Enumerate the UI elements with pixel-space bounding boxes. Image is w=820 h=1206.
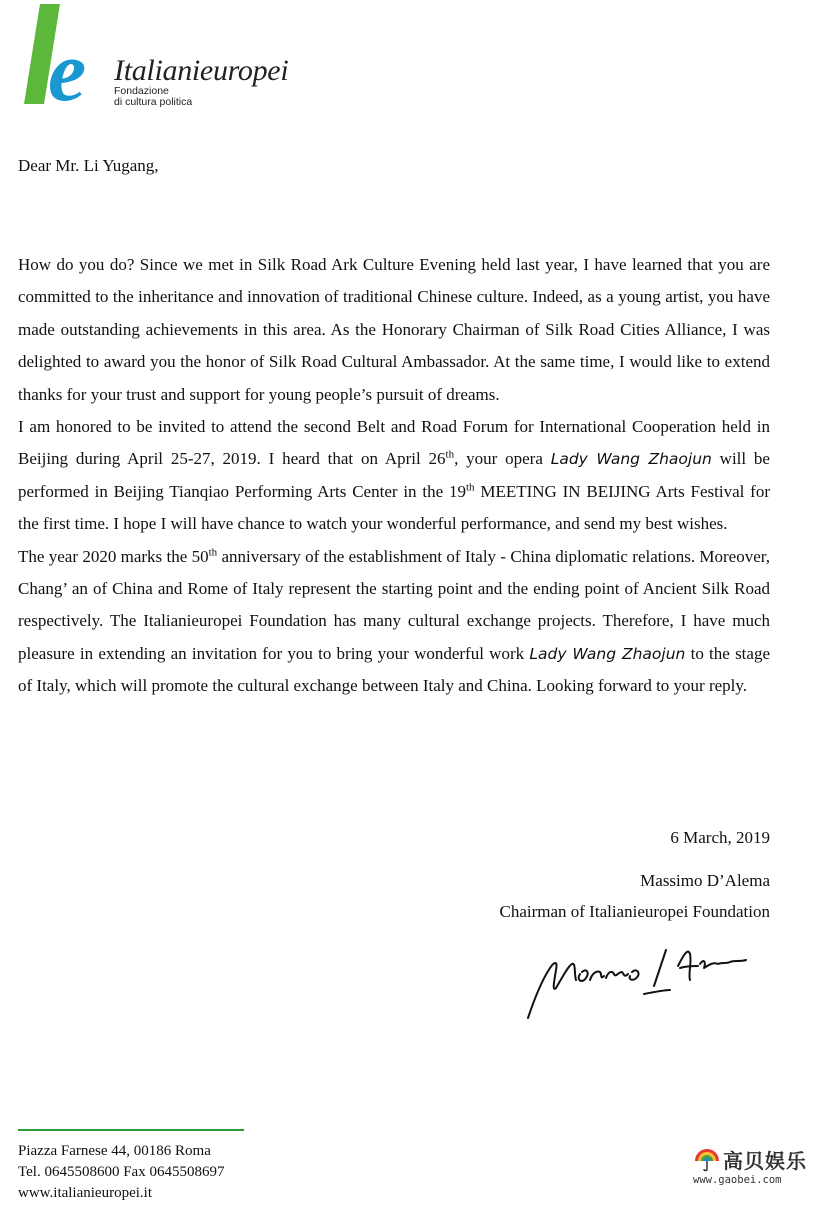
foundation-logo (18, 0, 318, 115)
gaobei-watermark (693, 1143, 808, 1191)
p2-sup-1: th (445, 448, 455, 461)
footer-contact (18, 1141, 224, 1204)
logo-subtitle-line1: Fondazione (114, 85, 169, 97)
p2-text-d: MEETING IN BEIJING Arts Festival for the first time. I hope I will have chance to watch your wonderful performance, and send my best wishes. (18, 481, 770, 534)
svg-text:e: e (48, 23, 87, 112)
letter-date: 6 March, 2019 (670, 828, 770, 847)
paragraph-2 (18, 411, 770, 541)
p2-text-c: will be performed in Beijing Tianqiao Performing Arts Center in the 19 (18, 449, 770, 501)
rainbow-umbrella-icon (693, 1145, 721, 1173)
watermark-url: www.gaobei.com (693, 1174, 782, 1186)
handwritten-signature-icon (520, 940, 760, 1025)
watermark-text: 高贝娱乐 (723, 1149, 807, 1173)
logo-name: Italianieuropei (114, 54, 289, 87)
p3-sup: th (208, 546, 218, 558)
logo-subtitle (114, 86, 192, 108)
paragraph-1: How do you do? Since we met in Silk Road Ark Culture Evening held last year, I have learned that you are committed to the inheritance and innovation of traditional Chinese culture. Indeed, as a young artist, you have made outstanding achievements in this area. As the Honorary Chairman of Silk Road Cities Alliance, I was delighted to award you the honor of Silk Road Cultural Ambassador. At the same time, I would like to extend thanks for your trust and support for young people’s pursuit of dreams. (18, 255, 770, 404)
opera-title: Lady Wang Zhaojun (550, 450, 712, 469)
footer-website[interactable]: www.italianieuropei.it (18, 1185, 152, 1201)
sign-off (499, 822, 770, 927)
ie-logo-mark-icon (18, 0, 113, 112)
p3-text-b: anniversary of the establishment of Italy - China diplomatic relations. Moreover, Chang’ an of China and Rome of Italy represent the starting point and the ending point of Ancient Silk Road respectively. The Italianieuropei Foundation has many cultural exchange projects. Therefore, I have much pleasure in extending an invitation for you to bring your wonderful work (18, 546, 770, 663)
logo-subtitle-line2: di cultura politica (114, 96, 193, 108)
p2-text-b: , your opera (454, 449, 551, 469)
letter-body (18, 249, 770, 703)
paragraph-3 (18, 541, 770, 703)
signer-title: Chairman of Italianieuropei Foundation (499, 902, 770, 921)
footer-address: Piazza Farnese 44, 00186 Roma (18, 1143, 211, 1159)
opera-title-2: Lady Wang Zhaojun (529, 644, 686, 663)
footer-phone-fax: Tel. 0645508600 Fax 0645508697 (18, 1164, 225, 1180)
p2-text-a: I am honored to be invited to attend the second Belt and Road Forum for International Cooperation held in Beijing during April 25-27, 2019. I heard that on April 26 (18, 417, 770, 469)
p3-text-a: The year 2020 marks the 50 (18, 546, 209, 566)
salutation: Dear Mr. Li Yugang, (18, 156, 159, 175)
p3-text-c: to the stage of Italy, which will promote the cultural exchange between Italy and China. Looking forward to your reply. (18, 643, 770, 696)
footer-divider (18, 1129, 244, 1131)
signer-name: Massimo D’Alema (640, 871, 770, 890)
p2-sup-2: th (465, 481, 475, 494)
